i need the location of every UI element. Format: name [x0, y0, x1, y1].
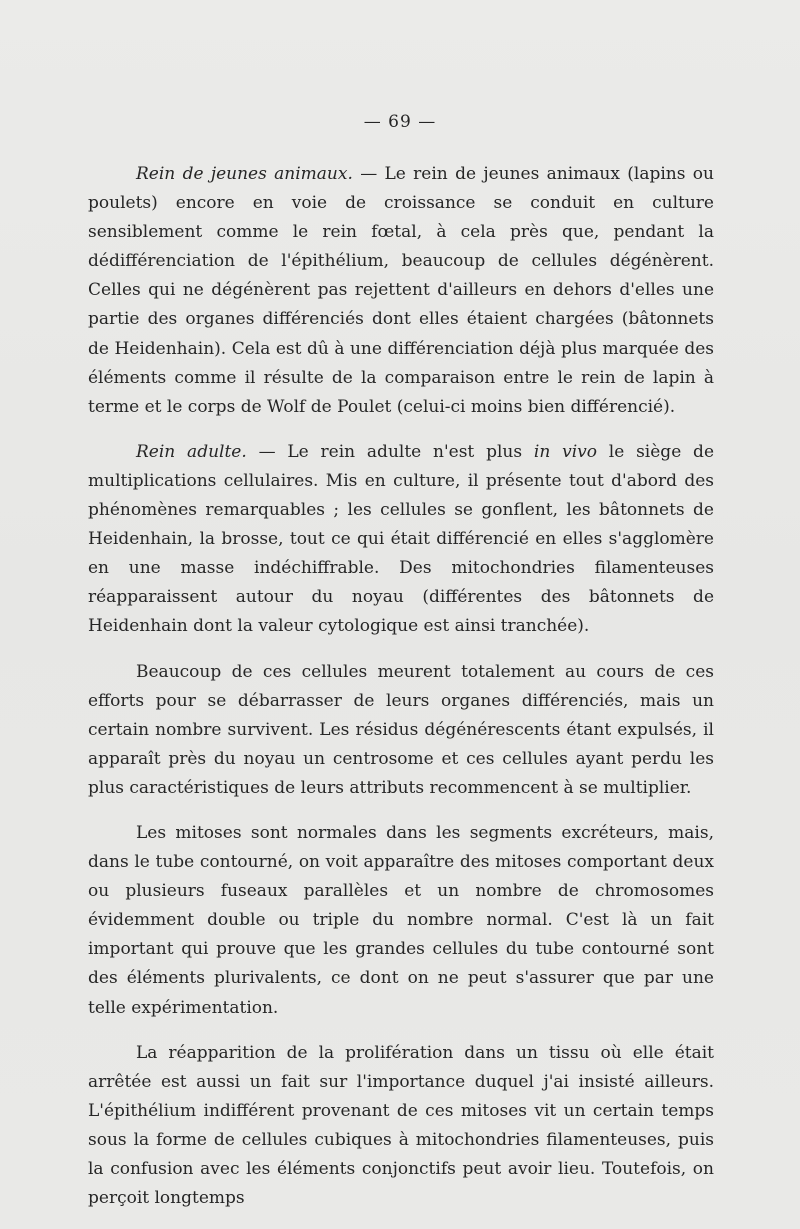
paragraph-text: — Le rein adulte n'est plus [246, 441, 534, 462]
paragraph-young-kidney [88, 160, 714, 422]
paragraph-mitoses [88, 819, 714, 1023]
section-heading-young-kidney: Rein de jeunes animaux. [136, 164, 353, 184]
paragraph-text: Les mitoses sont normales dans les segments excréteurs, mais, dans le tube contourné, on voit apparaître des mitoses comportant deux ou plusieurs fuseaux parallèles et un nombre de chromosomes évidemment double ou triple du nombre normal. C'est là un fait important qui prouve que les grandes cellules du tube contourné sont des éléments plurivalents, ce dont on ne peut s'assurer que par une telle expérimentation. [88, 822, 714, 1018]
paragraph-text: le siège de multiplications cellulaires. Mis en culture, il présente tout d'abord des phénomènes remarquables ; les cellules se gonflent, les bâtonnets de Heidenhain, la brosse, tout ce qui était différencié en elles s'agglomère en une masse indéchiffrable. Des mitochondries filamenteuses réapparaissent autour du noyau (différentes des bâtonnets de Heidenhain dont la valeur cytologique est ainsi tranchée). [88, 441, 715, 637]
paragraph-proliferation [88, 1039, 714, 1214]
paragraph-text: Beaucoup de ces cellules meurent totalement au cours de ces efforts pour se débarrasser de leurs organes différenciés, mais un certain nombre survivent. Les résidus dégénérescents étant expulsés, il apparaît près du noyau un centrosome et ces cellules ayant perdu les plus caractéristiques de leurs attributs recommencent à se multiplier. [88, 661, 714, 798]
paragraph-adult-kidney [88, 438, 714, 642]
paragraph-cell-survival [88, 658, 714, 803]
emphasis-in-vivo: in vivo [533, 441, 597, 462]
paragraph-text: — Le rein de jeunes animaux (lapins ou poulets) encore en voie de croissance se conduit en culture sensiblement comme le rein fœtal, à cela près que, pendant la dédifférenciation de l'épithélium, beaucoup de cellules dégénèrent. Celles qui ne dégénèrent pas rejettent d'ailleurs en dehors d'elles une partie des organes différenciés dont elles étaient chargées (bâtonnets de Heidenhain). Cela est dû à une différenciation déjà plus marquée des éléments comme il résulte de la comparaison entre le rein de lapin à terme et le corps de Wolf de Poulet (celui-ci moins bien différencié). [88, 164, 714, 417]
body-text [88, 160, 714, 1229]
page-number: — 69 — [363, 112, 437, 132]
section-heading-adult-kidney: Rein adulte. [136, 441, 247, 462]
paragraph-text: La réapparition de la prolifération dans un tissu où elle était arrêtée est aussi un fait sur l'importance duquel j'ai insisté ailleurs. L'épithélium indifférent provenant de ces mitoses vit un certain temps sous la forme de cellules cubiques à mitochondries filamenteuses, puis la confusion avec les éléments conjonctifs peut avoir lieu. Toutefois, on perçoit longtemps [88, 1042, 714, 1209]
